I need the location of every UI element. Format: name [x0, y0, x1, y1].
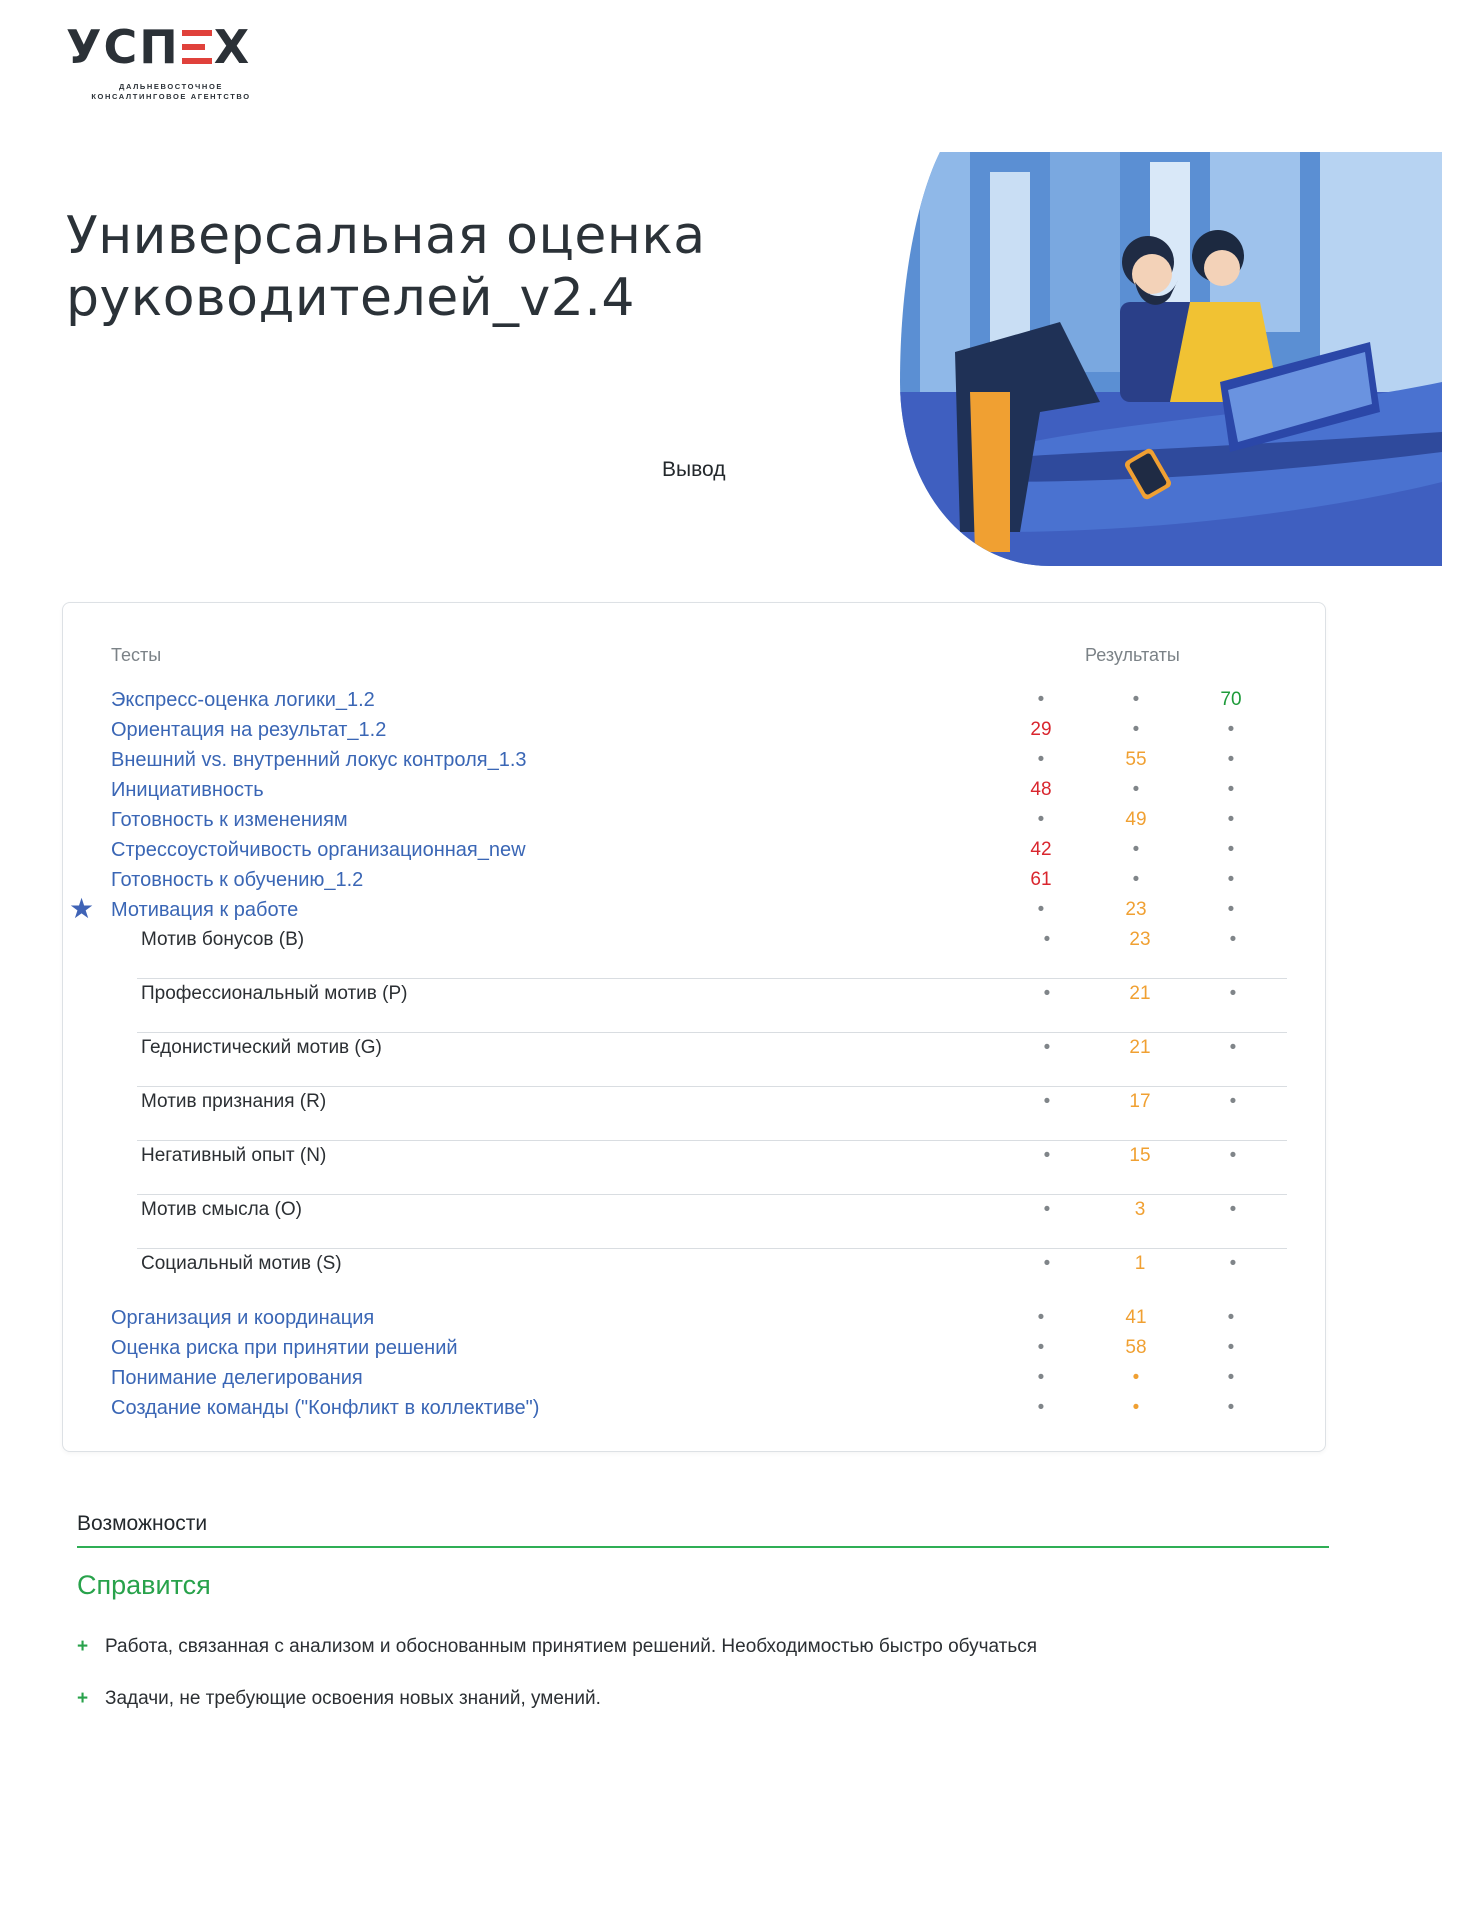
result-cell: 48: [1030, 779, 1052, 800]
page-title: Универсальная оценка руководителей_v2.4: [66, 206, 706, 328]
result-cell: •: [1132, 869, 1140, 890]
result-cell: •: [1227, 1367, 1235, 1388]
result-cell: •: [1227, 779, 1235, 800]
result-cell: •: [1037, 749, 1045, 770]
test-link[interactable]: Внешний vs. внутренний локус контроля_1.3: [111, 749, 527, 771]
test-link[interactable]: Готовность к изменениям: [111, 809, 348, 831]
result-cell: •: [1043, 1145, 1051, 1166]
test-link[interactable]: Организация и координация: [111, 1307, 375, 1329]
result-cell: •: [1227, 1307, 1235, 1328]
result-cell: •: [1229, 983, 1237, 1004]
result-cell: •: [1132, 689, 1140, 710]
result-cell: •: [1229, 1037, 1237, 1058]
result-cell: 21: [1129, 1037, 1151, 1058]
result-cell: 23: [1125, 899, 1147, 920]
result-cell: •: [1227, 1337, 1235, 1358]
result-cell: 1: [1134, 1253, 1146, 1274]
result-cell: 23: [1129, 929, 1151, 950]
result-cell: •: [1227, 1397, 1235, 1418]
logo-word-right: Х: [213, 20, 252, 74]
result-cell: •: [1132, 1397, 1140, 1418]
subscale-row: [137, 1087, 1287, 1141]
result-cell: 58: [1125, 1337, 1147, 1358]
test-row: [63, 1363, 1325, 1393]
subscale-label: Негативный опыт (N): [141, 1145, 327, 1166]
subscale-label: Профессиональный мотив (P): [141, 983, 408, 1004]
test-row: [63, 745, 1325, 775]
result-cell: •: [1132, 1367, 1140, 1388]
result-cell: •: [1043, 983, 1051, 1004]
result-cell: 55: [1125, 749, 1147, 770]
result-cell: •: [1037, 809, 1045, 830]
test-row: [63, 685, 1325, 715]
column-header-tests: Тесты: [111, 645, 162, 665]
result-cell: •: [1037, 899, 1045, 920]
test-link[interactable]: Понимание делегирования: [111, 1367, 363, 1389]
result-cell: 21: [1129, 983, 1151, 1004]
test-row: [63, 835, 1325, 865]
opportunity-item: [77, 1636, 1037, 1658]
logo-e-mark: [182, 30, 212, 64]
test-row: [63, 715, 1325, 745]
result-cell: •: [1037, 689, 1045, 710]
cope-heading: Справится: [77, 1570, 211, 1600]
subscale-label: Гедонистический мотив (G): [141, 1037, 382, 1058]
opportunity-text: Работа, связанная с анализом и обоснованным принятием решений. Необходимостью быстро обучаться: [105, 1636, 1038, 1657]
results-card: [62, 602, 1326, 1452]
result-cell: •: [1227, 809, 1235, 830]
logo-wordmark: [66, 20, 276, 74]
result-cell: 15: [1129, 1145, 1151, 1166]
logo-subtitle-line1: ДАЛЬНЕВОСТОЧНОЕ: [119, 82, 223, 91]
subscale-row: [137, 1141, 1287, 1195]
logo-subtitle: [66, 82, 276, 102]
test-row: [63, 775, 1325, 805]
logo-word-left: УСП: [66, 20, 180, 74]
subscale-row: [137, 1033, 1287, 1087]
test-link[interactable]: Инициативность: [111, 779, 264, 801]
plus-icon: +: [77, 1636, 89, 1657]
test-row: [63, 1333, 1325, 1363]
result-cell: 49: [1125, 809, 1147, 830]
result-cell: •: [1132, 779, 1140, 800]
conclusion-link[interactable]: Вывод: [662, 458, 726, 481]
result-cell: 41: [1125, 1307, 1147, 1328]
test-link[interactable]: Экспресс-оценка логики_1.2: [111, 689, 375, 711]
result-cell: •: [1227, 839, 1235, 860]
opportunities-title: Возможности: [77, 1512, 208, 1535]
result-cell: •: [1037, 1397, 1045, 1418]
result-cell: •: [1227, 749, 1235, 770]
result-cell: •: [1043, 1253, 1051, 1274]
result-cell: 61: [1030, 869, 1052, 890]
opportunity-text: Задачи, не требующие освоения новых знаний, умений.: [105, 1688, 601, 1709]
result-cell: •: [1043, 929, 1051, 950]
test-link[interactable]: Создание команды ("Конфликт в коллективе"): [111, 1397, 540, 1419]
test-link[interactable]: Оценка риска при принятии решений: [111, 1337, 458, 1359]
subscale-label: Социальный мотив (S): [141, 1253, 342, 1274]
result-cell: •: [1132, 719, 1140, 740]
office-illustration: [900, 152, 1442, 566]
result-cell: •: [1229, 1145, 1237, 1166]
result-cell: 17: [1129, 1091, 1151, 1112]
test-link[interactable]: Мотивация к работе: [111, 899, 299, 921]
subscale-label: Мотив признания (R): [141, 1091, 327, 1112]
result-cell: 3: [1134, 1199, 1146, 1220]
subscale-row: [137, 1249, 1287, 1302]
test-row: [63, 805, 1325, 835]
result-cell: •: [1037, 1337, 1045, 1358]
opportunity-item: [77, 1688, 601, 1710]
result-cell: 70: [1220, 689, 1242, 710]
result-cell: •: [1043, 1037, 1051, 1058]
test-row: [63, 865, 1325, 895]
test-link[interactable]: Ориентация на результат_1.2: [111, 719, 387, 741]
star-icon: ★: [69, 893, 95, 924]
result-cell: 29: [1030, 719, 1052, 740]
result-cell: •: [1132, 839, 1140, 860]
result-cell: •: [1229, 1091, 1237, 1112]
column-header-results: Результаты: [1085, 645, 1180, 665]
subscale-row: [137, 925, 1287, 979]
subscale-row: [137, 979, 1287, 1033]
result-cell: 42: [1030, 839, 1052, 860]
test-row-highlighted: [63, 895, 1325, 925]
test-link[interactable]: Стрессоустойчивость организационная_new: [111, 839, 526, 861]
test-row: [63, 1303, 1325, 1333]
company-logo: [66, 20, 276, 102]
result-cell: •: [1229, 1199, 1237, 1220]
plus-icon: +: [77, 1688, 89, 1709]
result-cell: •: [1227, 899, 1235, 920]
result-cell: •: [1227, 869, 1235, 890]
result-cell: •: [1037, 1307, 1045, 1328]
result-cell: •: [1043, 1199, 1051, 1220]
result-cell: •: [1229, 1253, 1237, 1274]
test-row: [63, 1393, 1325, 1423]
result-cell: •: [1229, 929, 1237, 950]
result-cell: •: [1227, 719, 1235, 740]
logo-subtitle-line2: КОНСАЛТИНГОВОЕ АГЕНТСТВО: [91, 92, 251, 102]
test-link[interactable]: Готовность к обучению_1.2: [111, 869, 364, 891]
result-cell: •: [1043, 1091, 1051, 1112]
subscale-label: Мотив бонусов (B): [141, 929, 305, 950]
result-cell: •: [1037, 1367, 1045, 1388]
subscale-row: [137, 1195, 1287, 1249]
section-divider: [77, 1546, 1329, 1548]
subscale-label: Мотив смысла (O): [141, 1199, 302, 1220]
